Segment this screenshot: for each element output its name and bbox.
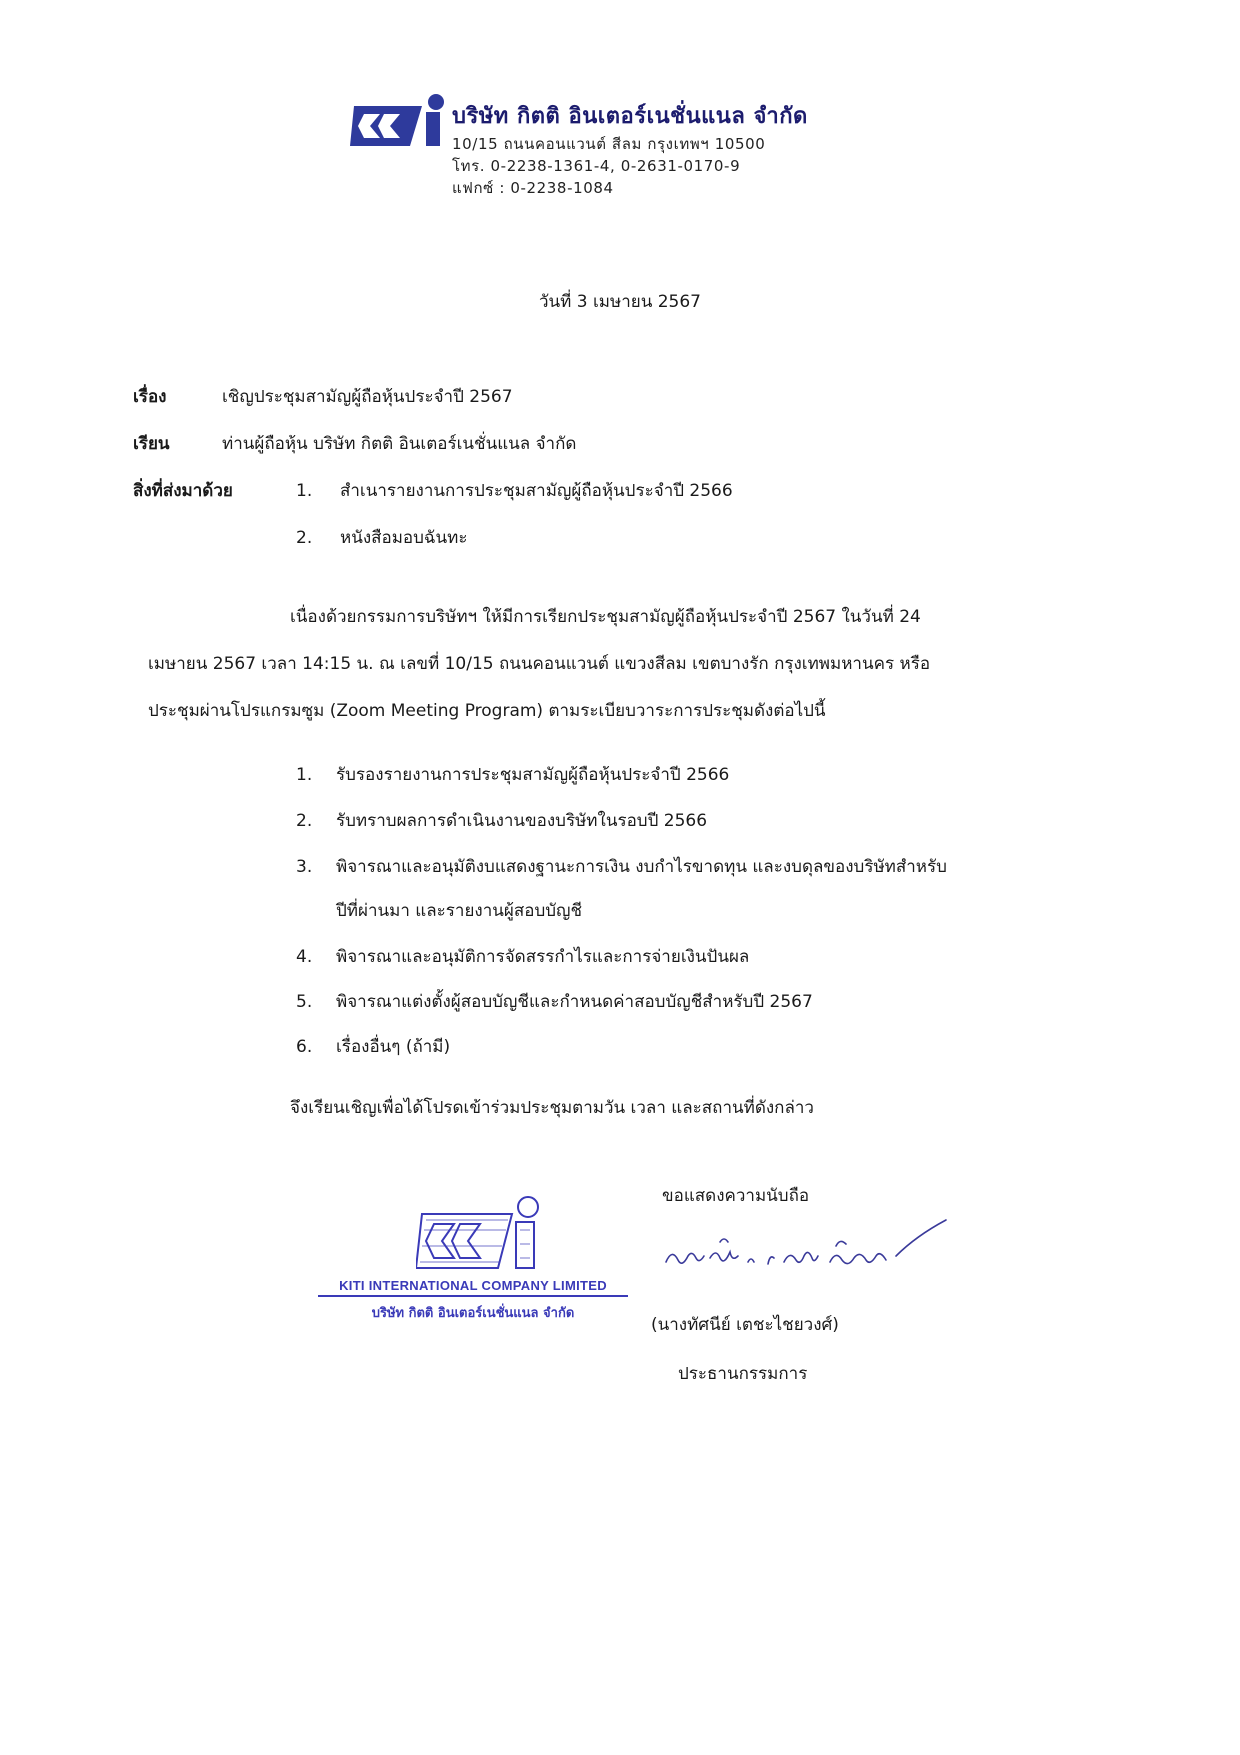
subject-label: เรื่อง <box>133 387 167 407</box>
attachment-item: สำเนารายงานการประชุมสามัญผู้ถือหุ้นประจำปี 2566 <box>340 481 733 501</box>
stamp-english-name: KITI INTERNATIONAL COMPANY LIMITED <box>318 1278 628 1297</box>
letterhead <box>350 88 910 208</box>
letter-date: วันที่ 3 เมษายน 2567 <box>538 292 701 312</box>
agenda-item: รับรองรายงานการประชุมสามัญผู้ถือหุ้นประจำปี 2566 <box>336 765 730 785</box>
agenda-item: พิจารณาและอนุมัติงบแสดงฐานะการเงิน งบกำไรขาดทุน และงบดุลของบริษัทสำหรับ <box>336 857 947 877</box>
agenda-number: 1. <box>296 765 313 785</box>
recipient-label: เรียน <box>133 434 170 454</box>
agenda-item: พิจารณาแต่งตั้งผู้สอบบัญชีและกำหนดค่าสอบบัญชีสำหรับปี 2567 <box>336 992 813 1012</box>
attachment-number: 2. <box>296 528 313 548</box>
closing-line: จึงเรียนเชิญเพื่อได้โปรดเข้าร่วมประชุมตามวัน เวลา และสถานที่ดังกล่าว <box>290 1098 814 1118</box>
stamp-thai-name: บริษัท กิตติ อินเตอร์เนชั่นแนล จำกัด <box>371 1306 575 1321</box>
attachments-label: สิ่งที่ส่งมาด้วย <box>133 481 233 501</box>
agenda-item: รับทราบผลการดำเนินงานของบริษัทในรอบปี 2566 <box>336 811 708 831</box>
body-line: เนื่องด้วยกรรมการบริษัทฯ ให้มีการเรียกประชุมสามัญผู้ถือหุ้นประจำปี 2567 ในวันที่ 24 <box>290 607 921 627</box>
agenda-item: เรื่องอื่นๆ (ถ้ามี) <box>336 1037 451 1057</box>
agenda-item: พิจารณาและอนุมัติการจัดสรรกำไรและการจ่ายเงินปันผล <box>336 947 750 967</box>
body-line: ประชุมผ่านโปรแกรมซูม (Zoom Meeting Program) ตามระเบียบวาระการประชุมดังต่อไปนี้ <box>148 701 826 721</box>
agenda-number: 2. <box>296 811 313 831</box>
subject-value: เชิญประชุมสามัญผู้ถือหุ้นประจำปี 2567 <box>222 387 513 407</box>
company-phone: โทร. 0-2238-1361-4, 0-2631-0170-9 <box>452 157 741 175</box>
agenda-number: 4. <box>296 947 313 967</box>
agenda-number: 3. <box>296 857 313 877</box>
company-fax: แฟกซ์ : 0-2238-1084 <box>452 179 614 197</box>
recipient-value: ท่านผู้ถือหุ้น บริษัท กิตติ อินเตอร์เนชั่นแนล จำกัด <box>222 434 577 454</box>
company-name: บริษัท กิตติ อินเตอร์เนชั่นแนล จำกัด <box>452 104 808 129</box>
attachment-number: 1. <box>296 481 313 501</box>
regards: ขอแสดงความนับถือ <box>662 1186 810 1206</box>
agenda-item-continued: ปีที่ผ่านมา และรายงานผู้สอบบัญชี <box>336 901 583 921</box>
body-line: เมษายน 2567 เวลา 14:15 น. ณ เลขที่ 10/15 ถนนคอนแวนต์ แขวงสีลม เขตบางรัก กรุงเทพมหานคร หรือ <box>148 654 931 674</box>
agenda-number: 6. <box>296 1037 313 1057</box>
handwritten-signature <box>660 1218 950 1288</box>
signer-title: ประธานกรรมการ <box>678 1364 808 1384</box>
agenda-number: 5. <box>296 992 313 1012</box>
signer-name: (นางทัศนีย์ เตชะไชยวงศ์) <box>651 1315 839 1335</box>
company-address: 10/15 ถนนคอนแวนต์ สีลม กรุงเทพฯ 10500 <box>452 135 766 153</box>
company-logo <box>350 94 454 150</box>
company-stamp <box>318 1196 628 1326</box>
stamp-logo <box>416 1196 552 1272</box>
attachment-item: หนังสือมอบฉันทะ <box>340 528 468 548</box>
